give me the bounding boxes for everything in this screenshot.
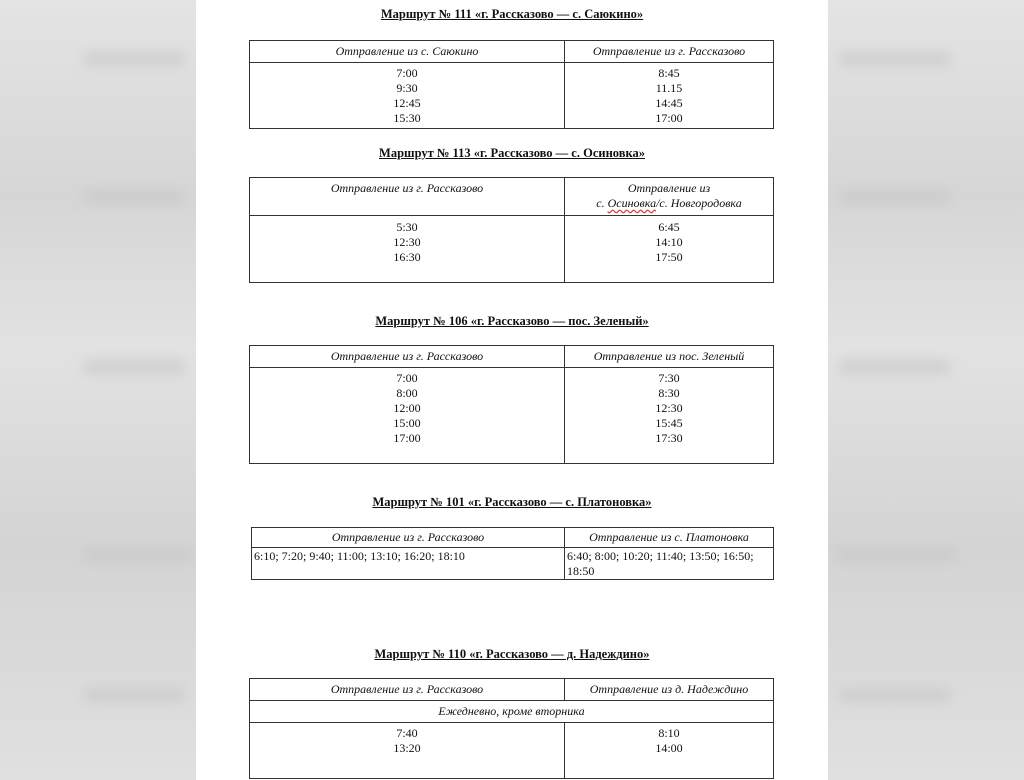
route-113-title: Маршрут № 113 «г. Рассказово — с. Осиновка»	[379, 146, 645, 160]
header-prefix: с.	[596, 196, 608, 210]
route-113-col2-times	[565, 216, 774, 283]
route-106-col2-times	[565, 368, 774, 464]
time-cell: 15:45	[655, 416, 683, 430]
time-cell: 14:45	[655, 96, 683, 110]
time-cell: 9:30	[396, 81, 418, 95]
blur-decor	[840, 360, 950, 374]
time-cell: 17:00	[655, 111, 683, 125]
route-106-col2-header: Отправление из пос. Зеленый	[565, 346, 774, 368]
route-111-col2-times	[565, 63, 774, 129]
time-cell: 14:00	[655, 741, 683, 755]
route-106-col1-header: Отправление из г. Рассказово	[250, 346, 565, 368]
time-cell: 12:30	[393, 235, 421, 249]
time-cell: 17:50	[655, 250, 683, 264]
route-111-table	[249, 40, 774, 129]
route-101-title: Маршрут № 101 «г. Рассказово — с. Платоновка»	[372, 495, 652, 509]
header-line	[565, 196, 773, 211]
spellcheck-word: Осиновка	[607, 196, 657, 210]
route-110-note: Ежедневно, кроме вторника	[250, 701, 774, 723]
time-cell: 14:10	[655, 235, 683, 249]
blur-decor	[84, 190, 184, 204]
route-110-col1-header: Отправление из г. Рассказово	[250, 679, 565, 701]
header-suffix: /с. Новгородовка	[656, 196, 742, 210]
blur-decor	[840, 688, 950, 702]
route-101-col2-header: Отправление из с. Платоновка	[565, 528, 774, 548]
time-cell: 17:00	[393, 431, 421, 445]
time-cell: 11.15	[655, 81, 683, 95]
time-cell: 7:00	[396, 66, 418, 80]
route-111-col1-times	[250, 63, 565, 129]
header-line: Отправление из	[627, 181, 711, 195]
time-cell: 7:40	[396, 726, 418, 740]
route-101-col1-header: Отправление из г. Рассказово	[252, 528, 565, 548]
route-111-col1-header: Отправление из с. Саюкино	[250, 41, 565, 63]
route-111-title: Маршрут № 111 «г. Рассказово — с. Саюкино»	[380, 7, 644, 21]
route-110-table	[249, 678, 774, 779]
time-cell: 12:30	[655, 401, 683, 415]
route-106-table	[249, 345, 774, 464]
route-101-col2-times: 6:40; 8:00; 10:20; 11:40; 13:50; 16:50; 18:50	[565, 548, 774, 580]
time-cell: 16:30	[393, 250, 421, 264]
time-cell: 5:30	[396, 220, 418, 234]
route-110-col2-header: Отправление из д. Надеждино	[565, 679, 774, 701]
blur-decor	[84, 688, 184, 702]
route-113-col1-header: Отправление из г. Рассказово	[250, 178, 565, 216]
time-cell: 8:30	[658, 386, 680, 400]
time-cell: 12:45	[393, 96, 421, 110]
time-cell: 7:30	[658, 371, 680, 385]
route-106-col1-times	[250, 368, 565, 464]
document-page	[196, 0, 828, 780]
blur-decor	[836, 548, 956, 562]
blur-decor	[84, 548, 194, 562]
time-cell: 17:30	[655, 431, 683, 445]
blur-decor	[840, 52, 950, 66]
time-cell: 6:45	[658, 220, 680, 234]
blur-decor	[84, 360, 184, 374]
route-106-title: Маршрут № 106 «г. Рассказово — пос. Зеленый»	[375, 314, 649, 328]
time-cell: 8:00	[396, 386, 418, 400]
route-110-col1-times	[250, 723, 565, 779]
route-111-col2-header: Отправление из г. Рассказово	[565, 41, 774, 63]
route-113-col1-times	[250, 216, 565, 283]
time-cell: 8:45	[658, 66, 680, 80]
route-101-table	[251, 527, 774, 580]
blur-decor	[840, 190, 950, 204]
route-101-col1-times: 6:10; 7:20; 9:40; 11:00; 13:10; 16:20; 18:10	[252, 548, 565, 580]
time-cell: 15:30	[393, 111, 421, 125]
route-110-col2-times	[565, 723, 774, 779]
time-cell: 12:00	[393, 401, 421, 415]
background-right	[828, 0, 1024, 780]
route-113-table	[249, 177, 774, 283]
background-left	[0, 0, 196, 780]
time-cell: 13:20	[393, 741, 421, 755]
route-113-col2-header	[565, 178, 774, 216]
time-cell: 15:00	[393, 416, 421, 430]
route-110-title: Маршрут № 110 «г. Рассказово — д. Надеждино»	[374, 647, 650, 661]
time-cell: 7:00	[396, 371, 418, 385]
blur-decor	[84, 52, 184, 66]
time-cell: 8:10	[658, 726, 680, 740]
